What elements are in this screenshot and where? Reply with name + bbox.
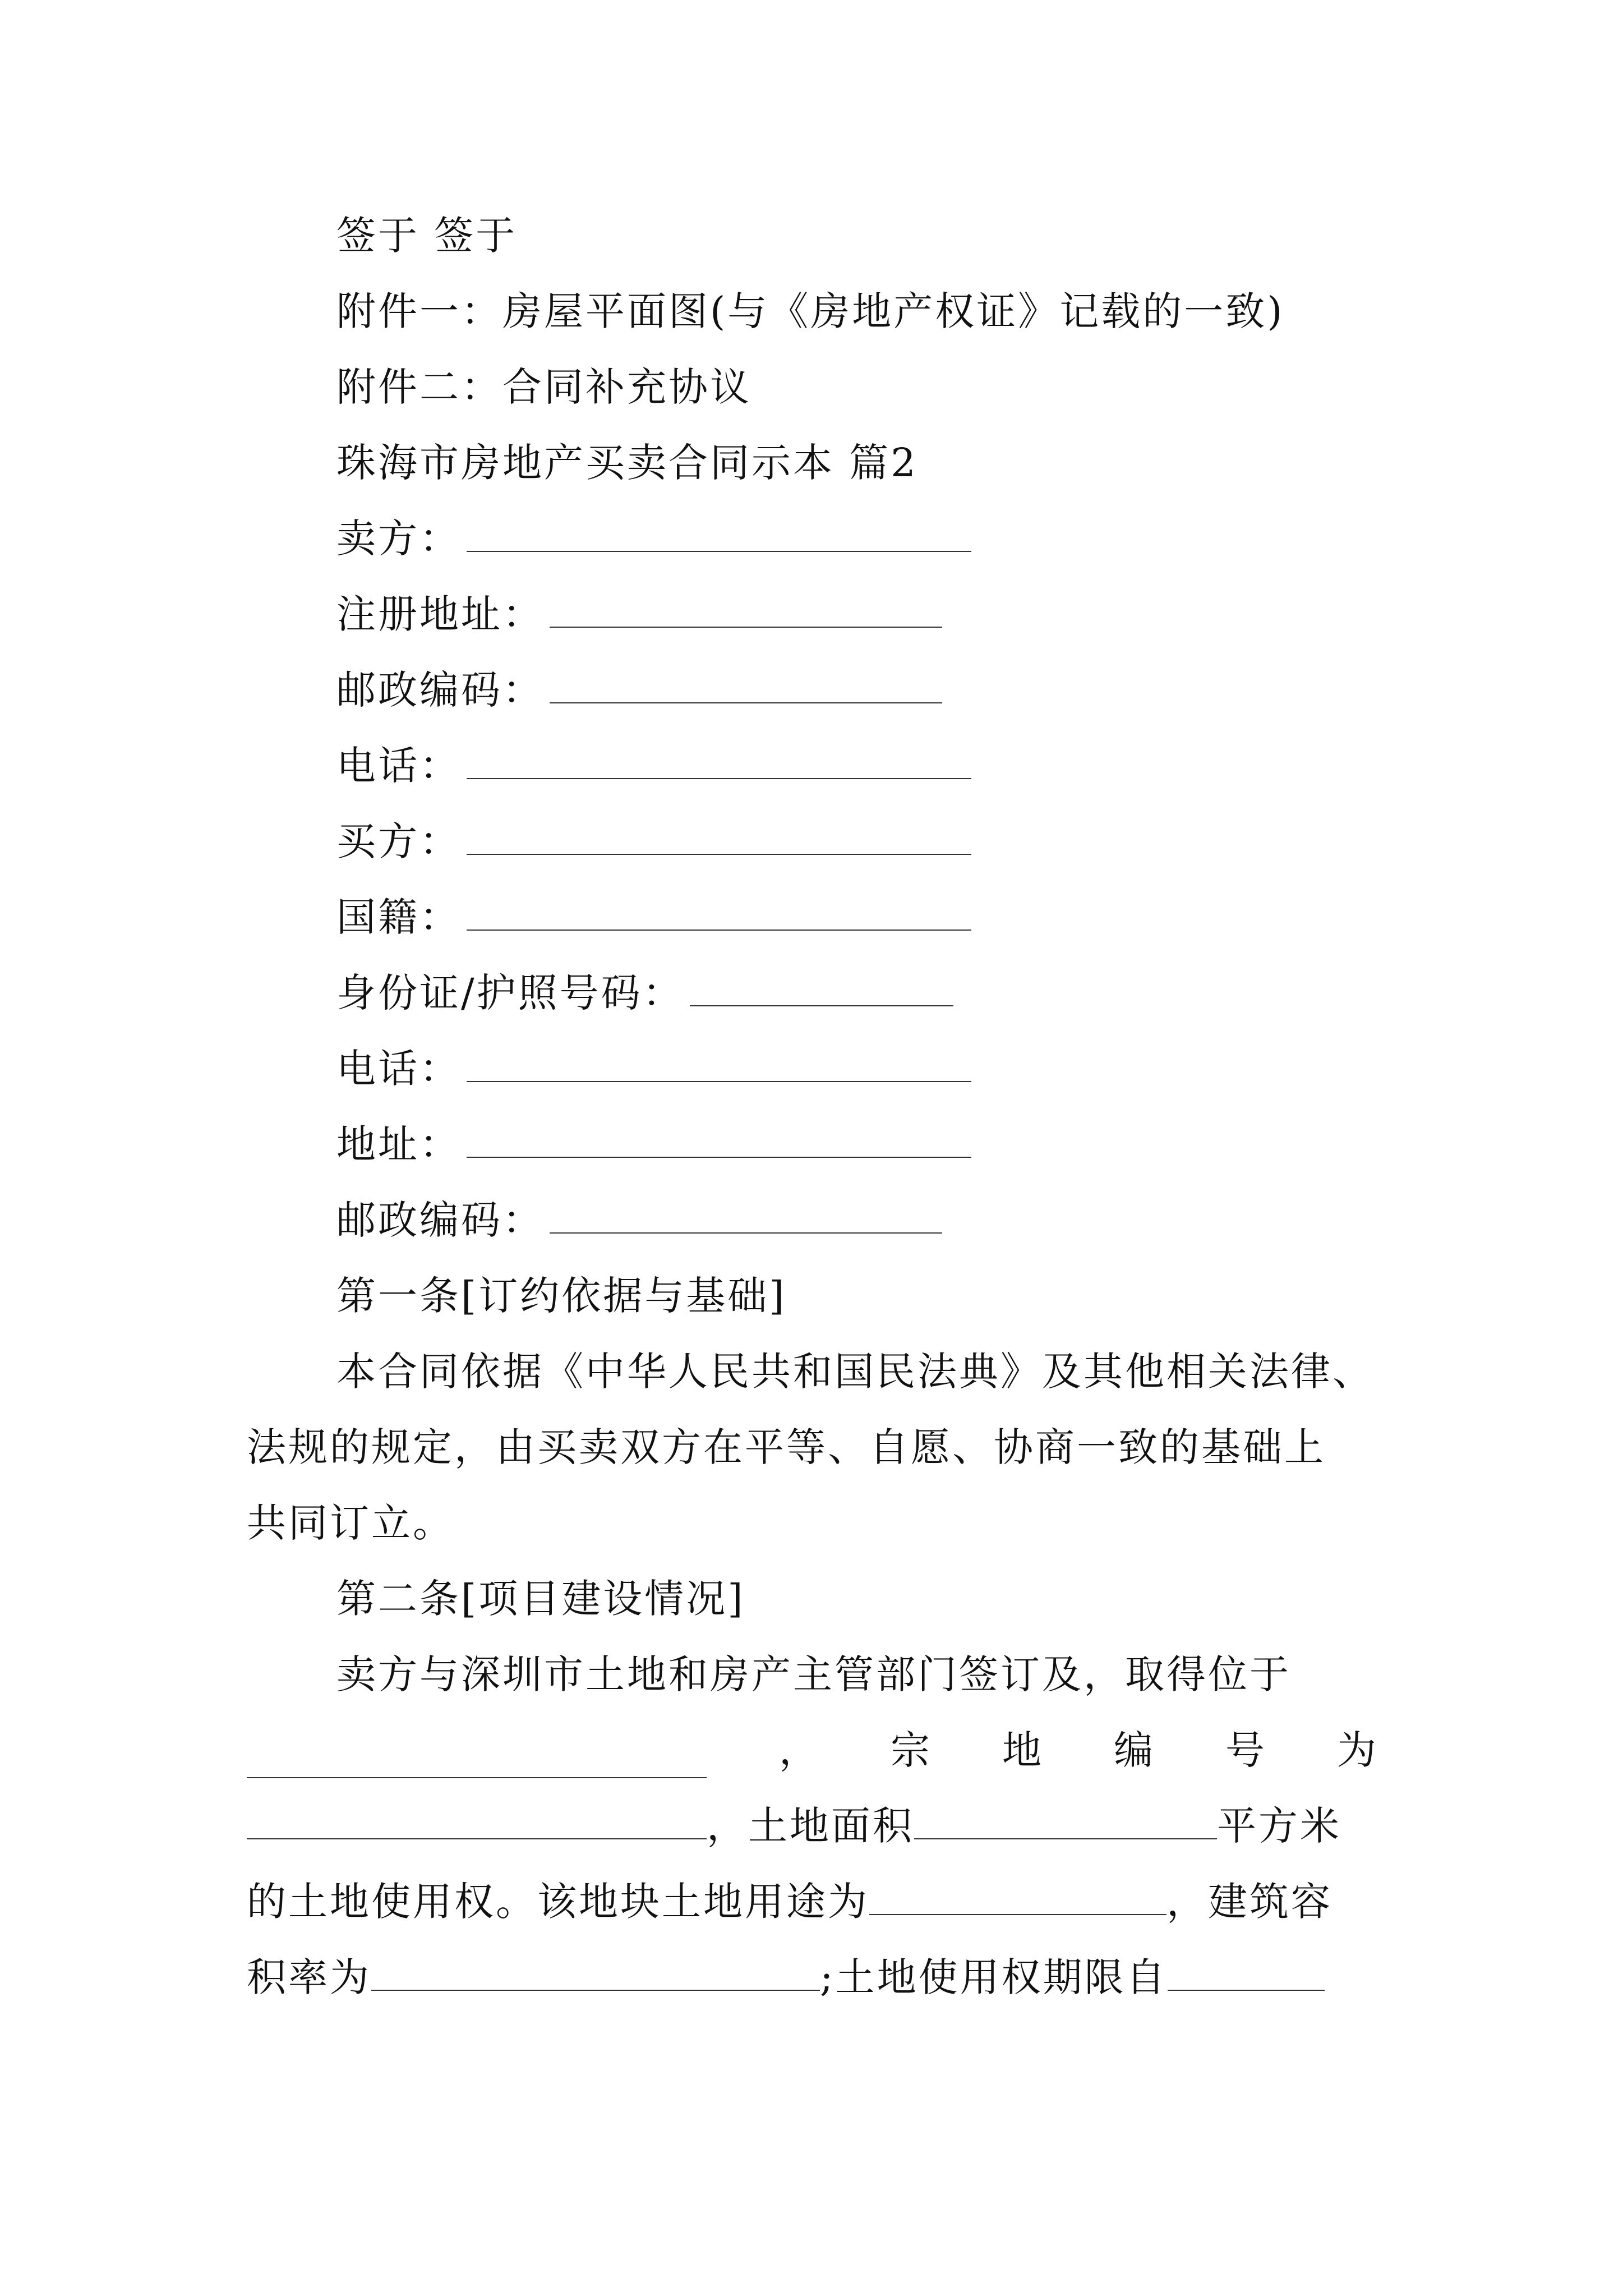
area-unit: 平方米 [1217,1803,1341,1849]
postcode-field-buyer [336,1192,942,1248]
land-use-blank [869,1877,1166,1915]
attachment-two: 附件二：合同补充协议 [336,364,751,410]
article-two-text-4 [247,1874,1332,1930]
word: 为 [1337,1727,1376,1773]
land-area-label: ，土地面积 [707,1803,914,1849]
far-label: 积率为 [247,1954,371,2000]
article-one-title: 第一条[订约依据与基础] [336,1273,787,1319]
article-one-text-1: 本合同依据《中华人民共和国民法典》及其他相关法律、 [336,1349,1374,1395]
land-use-label: 的土地使用权。该地块土地用途为 [247,1879,869,1925]
term-label: ;土地使用权期限自 [820,1954,1168,2000]
phone-field-buyer [336,1041,971,1097]
comma: ， [779,1727,818,1773]
phone-label: 电话： [336,1046,461,1092]
buyer-field [336,813,971,869]
word: 号 [1225,1727,1265,1773]
buyer-label: 买方： [336,818,461,864]
seller-blank [467,512,971,552]
seller-field [336,510,971,567]
registered-address-blank [550,587,942,628]
address-label: 地址： [336,1121,461,1167]
buyer-blank [467,815,971,855]
seller-label: 卖方： [336,516,461,562]
word: 地 [1002,1727,1041,1773]
article-two-title: 第二条[项目建设情况] [336,1576,745,1622]
nationality-blank [467,890,971,931]
article-two-text-1: 卖方与深圳市土地和房产主管部门签订及，取得位于 [336,1651,1291,1697]
postcode-blank [550,1193,942,1234]
id-passport-label: 身份证/护照号码： [336,970,684,1016]
word: 编 [1114,1727,1153,1773]
postcode-blank [550,663,942,703]
postcode-field-seller [336,662,942,718]
article-one-text-2: 法规的规定，由买卖双方在平等、自愿、协商一致的基础上 [247,1424,1326,1470]
attachment-one: 附件一：房屋平面图(与《房地产权证》记载的一致) [336,288,1285,334]
article-one-text-3: 共同订立。 [247,1500,454,1546]
building-label: ，建筑容 [1166,1879,1332,1925]
postcode-label: 邮政编码： [336,1197,544,1243]
nationality-field [336,889,971,945]
term-start-blank [1168,1953,1325,1991]
address-blank [467,1117,971,1158]
article-two-text-3 [247,1798,1341,1854]
nationality-label: 国籍： [336,894,461,940]
land-area-blank [914,1801,1217,1839]
signature-line: 签于 签于 [336,213,518,259]
article-two-text-2 [247,1722,1376,1778]
article-two-text-5 [247,1949,1325,2005]
registered-address-label: 注册地址： [336,591,544,637]
section-heading: 珠海市房地产买卖合同示本 篇2 [336,440,918,486]
far-blank [371,1953,820,1991]
phone-blank [467,739,971,779]
address-field [336,1116,971,1172]
id-passport-blank [690,966,953,1006]
postcode-label: 邮政编码： [336,667,544,713]
phone-blank [467,1042,971,1082]
id-passport-field [336,965,953,1021]
phone-label: 电话： [336,743,461,789]
registered-address-field [336,586,942,642]
word: 宗 [891,1727,930,1773]
parcel-number-blank [247,1801,707,1839]
phone-field-seller [336,738,971,794]
location-blank [247,1740,707,1778]
